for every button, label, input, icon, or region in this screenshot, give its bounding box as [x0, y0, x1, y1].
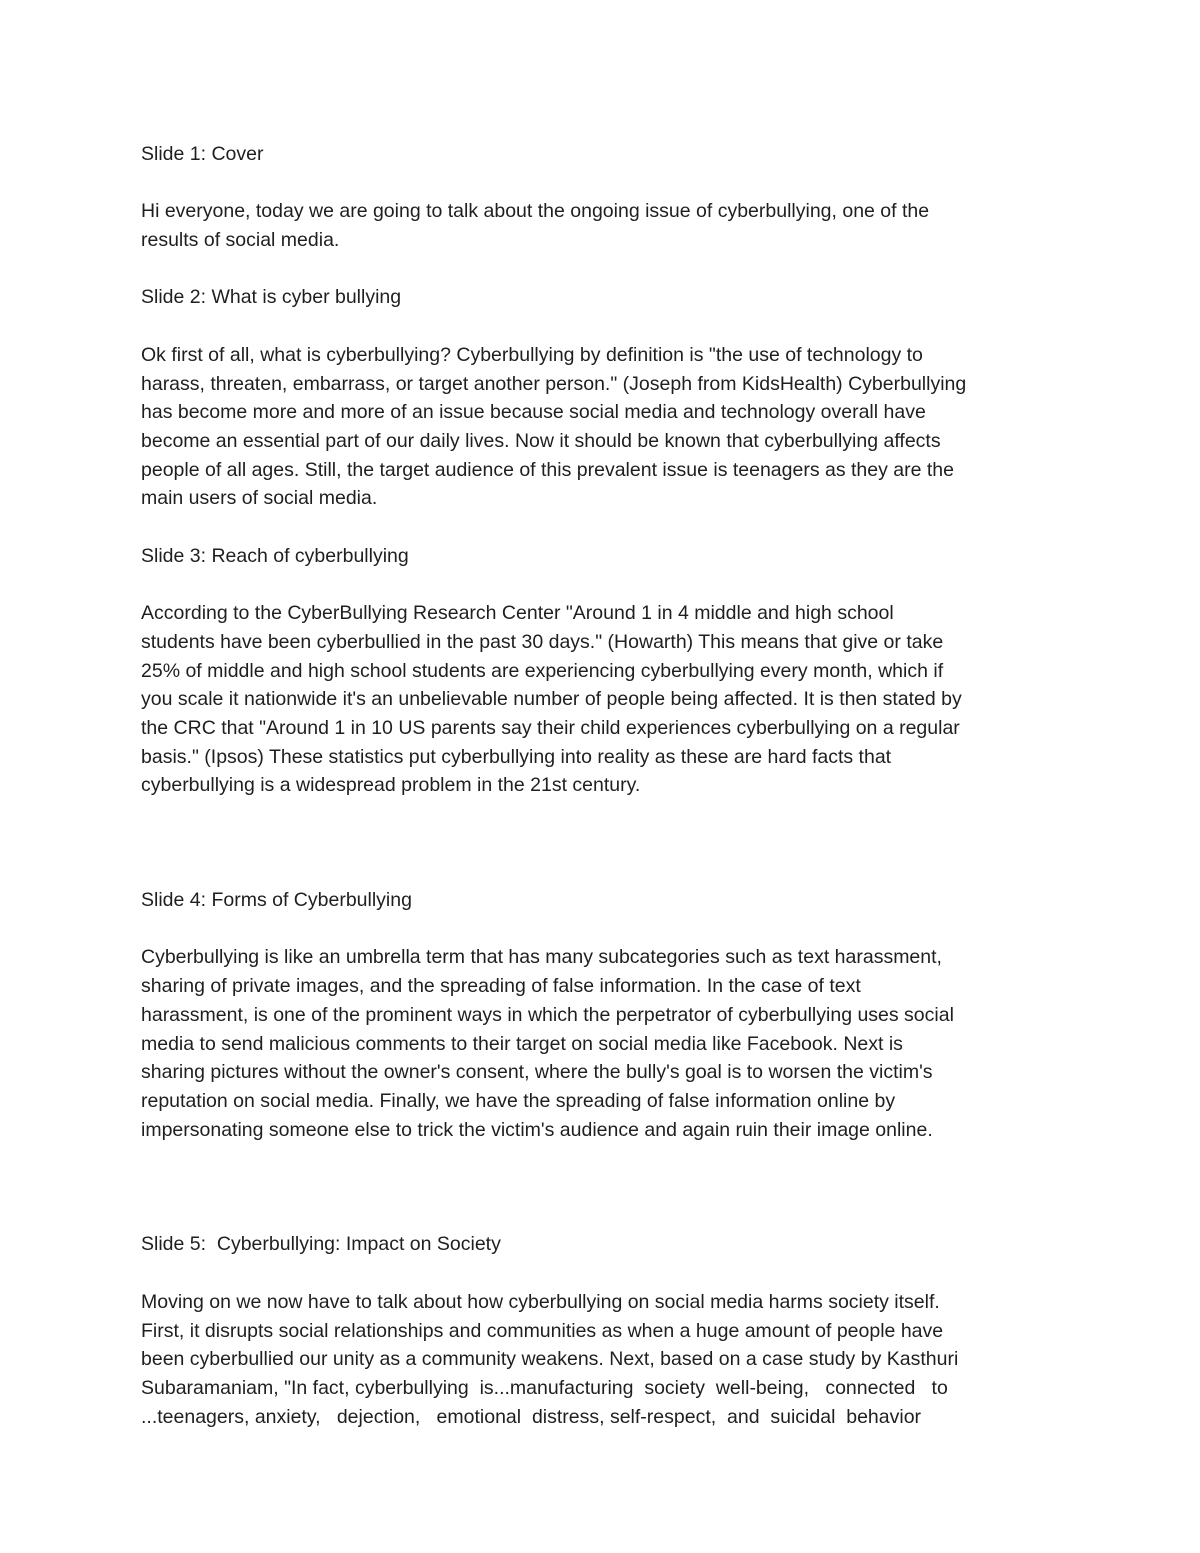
- paragraph-spacer: [141, 1259, 1061, 1288]
- paragraph-spacer: [141, 312, 1061, 341]
- paragraph-line: the CRC that "Around 1 in 10 US parents say their child experiences cyberbullying on a regular: [141, 716, 960, 739]
- heading-text: Slide 3: Reach of cyberbullying: [141, 544, 409, 567]
- paragraph-line: media to send malicious comments to their target on social media like Facebook. Next is: [141, 1032, 903, 1055]
- paragraph-line: main users of social media.: [141, 487, 378, 510]
- paragraph-line: First, it disrupts social relationships and communities as when a huge amount of people have: [141, 1319, 944, 1342]
- section-heading-slide-3: [141, 542, 1061, 571]
- paragraph-line: become an essential part of our daily lives. Now it should be known that cyberbullying affects: [141, 429, 941, 452]
- section-heading-slide-2: [141, 283, 1061, 312]
- paragraph-line: Hi everyone, today we are going to talk about the ongoing issue of cyberbullying, one of the: [141, 200, 930, 223]
- paragraph-spacer: [141, 1144, 1061, 1230]
- paragraph-line: impersonating someone else to trick the victim's audience and again ruin their image online.: [141, 1118, 933, 1141]
- paragraph-line: According to the CyberBullying Research Center "Around 1 in 4 middle and high school: [141, 602, 894, 625]
- paragraph-line: has become more and more of an issue because social media and technology overall have: [141, 401, 926, 424]
- section-paragraph-slide-3: [141, 599, 1061, 800]
- paragraph-line: sharing of private images, and the spreading of false information. In the case of text: [141, 975, 861, 998]
- paragraph-line: 25% of middle and high school students are experiencing cyberbullying every month, which if: [141, 659, 944, 682]
- heading-text: Slide 5: Cyberbullying: Impact on Society: [141, 1233, 501, 1256]
- section-paragraph-slide-5: [141, 1288, 1061, 1432]
- paragraph-line: harass, threaten, embarrass, or target another person." (Joseph from KidsHealth) Cyberbullying: [141, 372, 967, 395]
- paragraph-line: students have been cyberbullied in the past 30 days." (Howarth) This means that give or take: [141, 630, 944, 653]
- paragraph-line: people of all ages. Still, the target audience of this prevalent issue is teenagers as they are the: [141, 458, 955, 481]
- paragraph-line: Moving on we now have to talk about how cyberbullying on social media harms society itself.: [141, 1290, 940, 1313]
- paragraph-line: results of social media.: [141, 229, 340, 252]
- section-paragraph-slide-1: [141, 197, 1061, 254]
- heading-text: Slide 4: Forms of Cyberbullying: [141, 889, 412, 912]
- section-paragraph-slide-2: [141, 341, 1061, 513]
- heading-text: Slide 2: What is cyber bullying: [141, 286, 402, 309]
- paragraph-line: harassment, is one of the prominent ways in which the perpetrator of cyberbullying uses social: [141, 1003, 954, 1026]
- paragraph-spacer: [141, 513, 1061, 542]
- paragraph-line: ...teenagers, anxiety, dejection, emotional distress, self-respect, and suicidal behavior: [141, 1405, 922, 1428]
- paragraph-spacer: [141, 800, 1061, 886]
- paragraph-line: cyberbullying is a widespread problem in the 21st century.: [141, 774, 641, 797]
- paragraph-line: Subaramaniam, "In fact, cyberbullying is...manufacturing society well-being, connected to: [141, 1376, 948, 1399]
- paragraph-spacer: [141, 915, 1061, 944]
- paragraph-line: sharing pictures without the owner's consent, where the bully's goal is to worsen the victim's: [141, 1061, 933, 1084]
- paragraph-spacer: [141, 169, 1061, 198]
- paragraph-line: reputation on social media. Finally, we have the spreading of false information online by: [141, 1090, 896, 1112]
- section-paragraph-slide-4: [141, 943, 1061, 1144]
- section-heading-slide-5: [141, 1230, 1061, 1259]
- section-heading-slide-4: [141, 886, 1061, 915]
- paragraph-line: basis." (Ipsos) These statistics put cyberbullying into reality as these are hard facts that: [141, 745, 892, 768]
- paragraph-line: Ok first of all, what is cyberbullying? Cyberbullying by definition is "the use of technology to: [141, 343, 923, 366]
- heading-text: Slide 1: Cover: [141, 143, 264, 165]
- section-heading-slide-1: [141, 140, 1061, 169]
- document-body: [141, 140, 1061, 1431]
- paragraph-line: been cyberbullied our unity as a community weakens. Next, based on a case study by Kasthuri: [141, 1348, 959, 1371]
- paragraph-spacer: [141, 570, 1061, 599]
- paragraph-spacer: [141, 255, 1061, 284]
- paragraph-line: you scale it nationwide it's an unbelievable number of people being affected. It is then stated by: [141, 688, 962, 711]
- paragraph-line: Cyberbullying is like an umbrella term that has many subcategories such as text harassment,: [141, 946, 942, 969]
